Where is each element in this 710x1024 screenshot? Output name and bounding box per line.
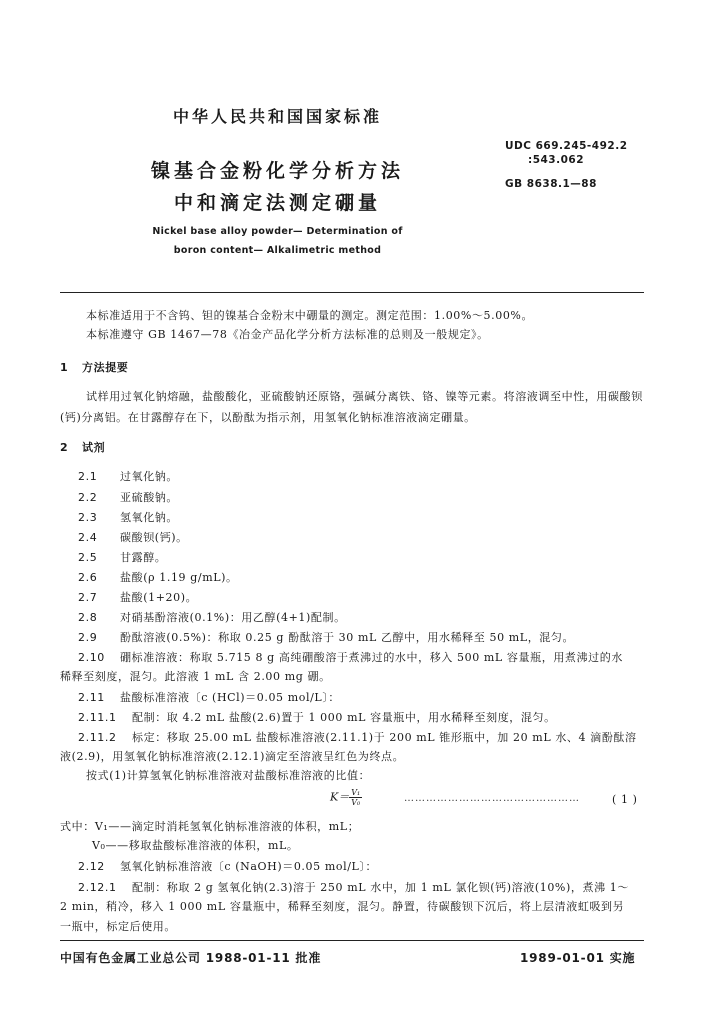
formula-1 — [330, 788, 362, 807]
item-text: 盐酸(ρ 1.19 g/mL)。 — [120, 571, 238, 584]
reagent-item — [78, 629, 644, 645]
item-text: 亚硫酸钠。 — [120, 491, 178, 504]
gb-number: GB 8638.1—88 — [505, 178, 597, 190]
item-number: 2.7 — [78, 591, 98, 604]
section-1-heading — [60, 359, 128, 375]
reagent-item — [78, 858, 644, 874]
method-summary: 试样用过氧化钠熔融，盐酸酸化，亚硫酸钠还原铬，强碱分离铁、铬、镍等元素。将溶液调至中性，用碳酸钡(钙)分离铝。在甘露醇存在下，以酚酞为指示剂，用氢氧化钠标准溶液滴定硼量。 — [60, 390, 643, 424]
reagent-item — [78, 549, 644, 565]
section-title: 试剂 — [82, 441, 106, 454]
item-number: 2.9 — [78, 631, 98, 644]
item-number: 2.2 — [78, 491, 98, 504]
reagent-item — [78, 649, 644, 665]
item-number: 2.5 — [78, 551, 98, 564]
item-text: 过氧化钠。 — [120, 470, 178, 483]
item-text: 标定：移取 25.00 mL 盐酸标准溶液(2.11.1)于 200 mL 锥形瓶中，加 20 mL 水、4 滴酚酞溶 — [132, 731, 637, 744]
udc-code: UDC 669.245-492.2 — [505, 140, 628, 152]
item-number: 2.8 — [78, 611, 98, 624]
item-continuation: 液(2.9)，用氢氧化钠标准溶液(2.12.1)滴定至溶液呈红色为终点。 — [60, 750, 405, 763]
item-text: 氢氧化钠。 — [120, 511, 178, 524]
where-prefix: 式中： — [60, 820, 95, 833]
item-text: 盐酸(1+20)。 — [120, 591, 198, 604]
reagent-item — [78, 569, 644, 585]
reagent-item — [78, 509, 644, 525]
item-number: 2.12.1 — [78, 881, 117, 894]
where-text: V₁——滴定时消耗氢氧化钠标准溶液的体积，mL； — [94, 820, 360, 833]
item-text: 盐酸标准溶液〔c (HCl)＝0.05 mol/L〕： — [120, 691, 341, 704]
denominator: V₀ — [351, 798, 361, 807]
item-text: 酚酞溶液(0.5%)：称取 0.25 g 酚酞溶于 30 mL 乙醇中，用水稀释至 50 mL，混匀。 — [120, 631, 575, 644]
section-number: 1 — [60, 361, 69, 374]
scope-paragraph: 本标准适用于不含钨、钽的镍基合金粉末中硼量的测定。测定范围：1.00%～5.00%。 — [86, 309, 534, 322]
reagent-subitem — [78, 729, 644, 745]
item-number: 2.11.1 — [78, 711, 117, 724]
item-text: 对硝基酚溶液(0.1%)：用乙醇(4+1)配制。 — [120, 611, 346, 624]
title-cn-line2: 中和滴定法测定硼量 — [173, 192, 381, 214]
item-text: 氢氧化钠标准溶液〔c (NaOH)＝0.05 mol/L〕： — [120, 860, 378, 873]
item-continuation: 一瓶中，标定后使用。 — [60, 920, 176, 933]
item-text: 甘露醇。 — [120, 551, 167, 564]
formula-intro: 按式(1)计算氢氧化钠标准溶液对盐酸标准溶液的比值： — [86, 769, 371, 782]
footer-rule — [60, 940, 644, 941]
item-number: 2.4 — [78, 531, 98, 544]
item-continuation: 稀释至刻度，混匀。此溶液 1 mL 含 2.00 mg 硼。 — [60, 670, 331, 683]
item-number: 2.1 — [78, 470, 98, 483]
formula-lhs: K＝ — [330, 790, 350, 804]
issuing-agency: 中华人民共和国国家标准 — [172, 107, 382, 126]
item-text: 配制：取 4.2 mL 盐酸(2.6)置于 1 000 mL 容量瓶中，用水稀释至刻度，混匀。 — [132, 711, 556, 724]
implementation-date: 1989-01-01 实施 — [520, 951, 636, 965]
title-cn-line1: 镍基合金粉化学分析方法 — [150, 160, 404, 182]
item-continuation: 2 min，稍冷，移入 1 000 mL 容量瓶中，稀释至刻度，混匀。静置，待碳酸钡下沉后，将上层清液虹吸到另 — [60, 900, 625, 913]
item-text: 配制：称取 2 g 氢氧化钠(2.3)溶于 250 mL 水中，加 1 mL 氯化钡(钙)溶液(10%)，煮沸 1～ — [132, 881, 629, 894]
item-number: 2.12 — [78, 860, 105, 873]
reagent-item — [78, 609, 644, 625]
reagent-item — [78, 468, 644, 484]
udc-code-cont: :543.062 — [528, 154, 585, 166]
item-text: 碳酸钡(钙)。 — [120, 531, 188, 544]
reagent-subitem — [78, 879, 644, 895]
item-text: 硼标准溶液：称取 5.715 8 g 高纯硼酸溶于煮沸过的水中，移入 500 mL 容量瓶，用煮沸过的水 — [120, 651, 623, 664]
item-number: 2.6 — [78, 571, 98, 584]
section-title: 方法提要 — [82, 361, 129, 374]
item-number: 2.11.2 — [78, 731, 117, 744]
numerator: V₁ — [351, 788, 361, 797]
approval-date: 中国有色金属工业总公司 1988-01-11 批准 — [60, 951, 322, 965]
item-number: 2.10 — [78, 651, 105, 664]
reagent-item — [78, 589, 644, 605]
reagent-subitem — [78, 709, 644, 725]
where-line: V₀——移取盐酸标准溶液的体积，mL。 — [92, 839, 299, 852]
formula-leader-dots: ………………………………………… — [404, 793, 580, 804]
item-number: 2.3 — [78, 511, 98, 524]
title-en-line2: boron content— Alkalimetric method — [173, 245, 382, 256]
formula-fraction — [349, 788, 362, 807]
reagent-item — [78, 529, 644, 545]
section-2-heading — [60, 439, 105, 455]
header-rule — [60, 292, 644, 293]
where-line — [60, 819, 644, 835]
section-number: 2 — [60, 441, 69, 454]
compliance-paragraph: 本标准遵守 GB 1467—78《冶金产品化学分析方法标准的总则及一般规定》。 — [86, 328, 489, 341]
formula-number: ( 1 ) — [612, 793, 638, 806]
reagent-item — [78, 689, 644, 705]
item-number: 2.11 — [78, 691, 105, 704]
reagent-item — [78, 489, 644, 505]
title-en-line1: Nickel base alloy powder— Determination of — [152, 226, 403, 237]
